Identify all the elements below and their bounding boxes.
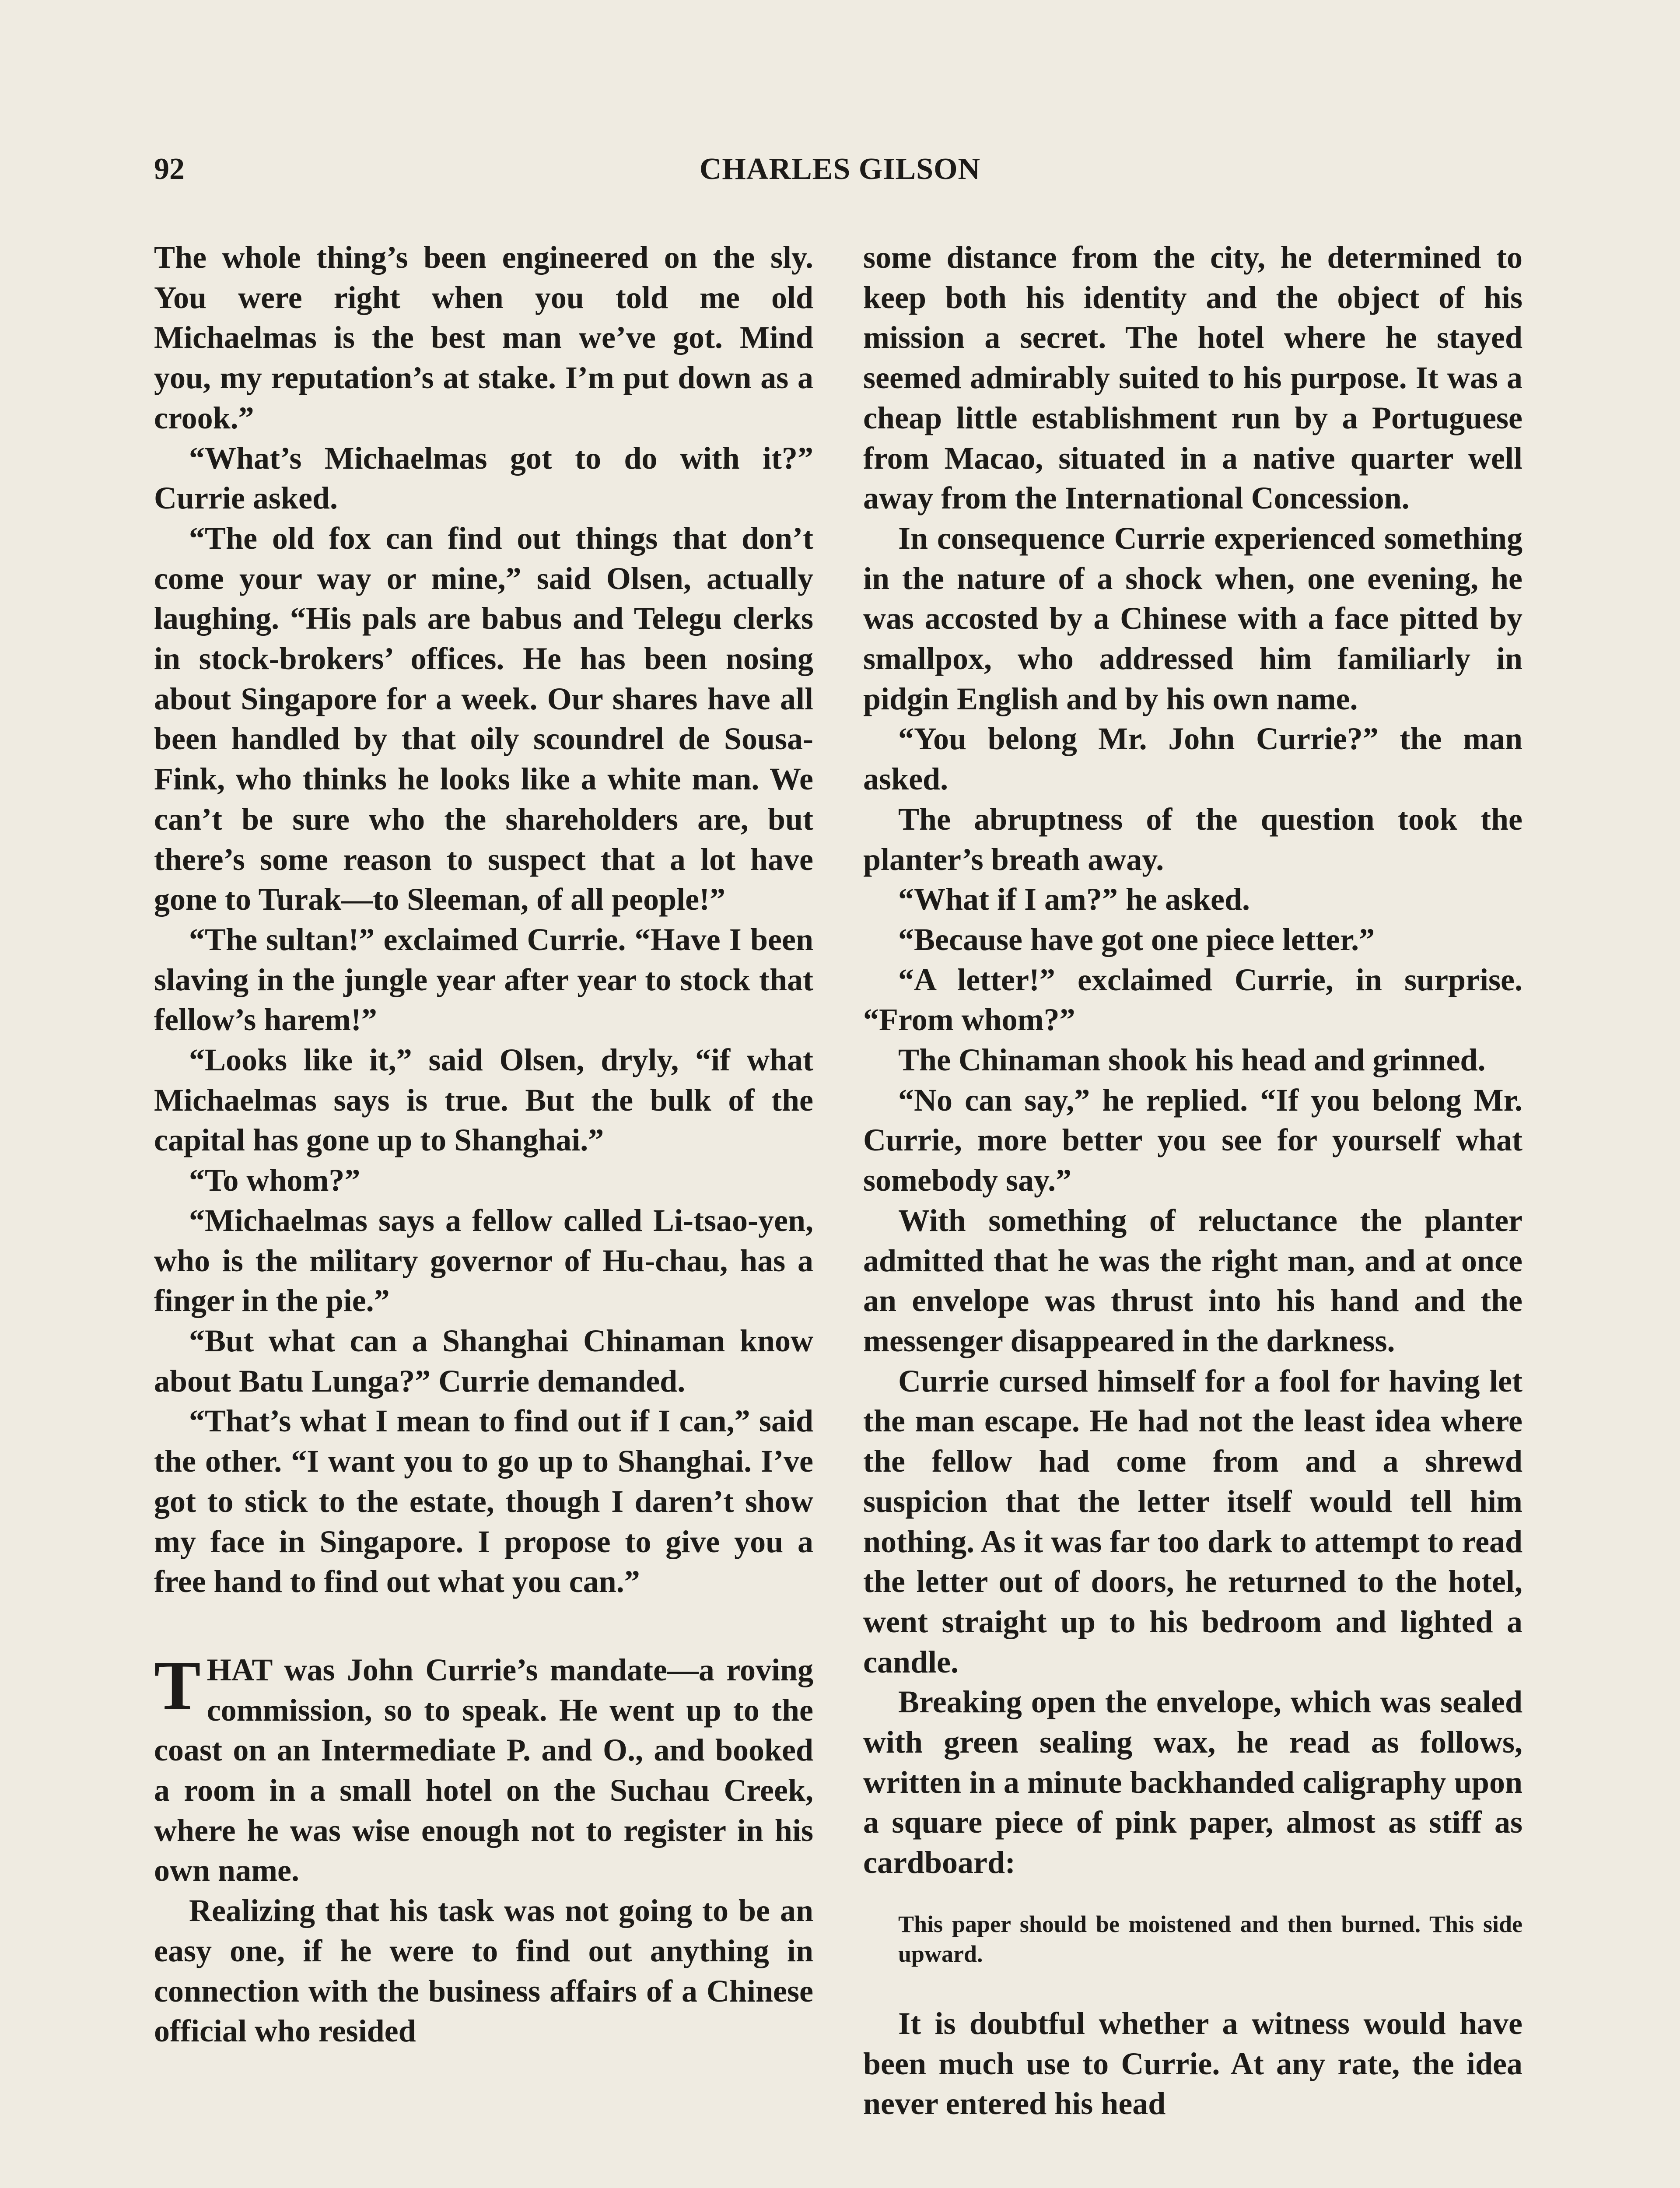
paragraph: “That’s what I mean to find out if I can,” said the other. “I want you to go up to Shanghai. I’ve got to stick to the estate, though I daren’t show my face in Singapore. I propose to give you a free hand to find out what you can.” <box>154 1403 813 1599</box>
paragraph: With something of reluctance the planter admitted that he was the right man, and at once an envelope was thrust into his hand and the messenger disappeared in the darkness. <box>863 1203 1522 1358</box>
drop-cap: T <box>154 1646 201 1724</box>
page-number: 92 <box>154 152 185 186</box>
opening-caps: HAT <box>206 1652 273 1687</box>
paragraph: “Looks like it,” said Olsen, dryly, “if what Michaelmas says is true. But the bulk of the capital has gone up to Shanghai.” <box>154 1042 813 1158</box>
letter-note: This paper should be moistened and then burned. This side upward. <box>898 1911 1522 1967</box>
paragraph: “No can say,” he replied. “If you belong Mr. Currie, more better you see for yourself what somebody say.” <box>863 1082 1522 1198</box>
section-opening-paragraph <box>154 1646 813 1891</box>
paragraph: some distance from the city, he determined to keep both his identity and the object of his mission a secret. The hotel where he stayed seemed admirably suited to his purpose. It was a cheap little establishment run by a Portuguese from Macao, situated in a native quarter well away from the International Concession. <box>863 240 1522 516</box>
paragraph: The Chinaman shook his head and grinned. <box>898 1042 1486 1078</box>
paragraph: In consequence Currie experienced something in the nature of a shock when, one evening, he was accosted by a Chinese with a face pitted by smallpox, who addressed him familiarly in pidgin English and by his own name. <box>863 520 1522 716</box>
paragraph: “To whom?” <box>189 1163 360 1198</box>
paragraph: “Michaelmas says a fellow called Li-tsao-yen, who is the military governor of Hu-chau, has a finger in the pie.” <box>154 1203 813 1318</box>
paragraph: The abruptness of the question took the planter’s breath away. <box>863 801 1522 877</box>
paragraph: “The old fox can find out things that don’t come your way or mine,” said Olsen, actually laughing. “His pals are babus and Telegu clerks in stock-brokers’ offices. He has been nosing about Singapore for a week. Our shares have all been handled by that oily scoundrel de Sousa-Fink, who thinks he looks like a white man. We can’t be sure who the shareholders are, but there’s some reason to suspect that a lot have gone to Turak—to Sleeman, of all people!” <box>154 520 813 917</box>
paragraph: “But what can a Shanghai Chinaman know about Batu Lunga?” Currie demanded. <box>154 1323 813 1399</box>
running-head: CHARLES GILSON <box>699 152 981 186</box>
paragraph: “Because have got one piece letter.” <box>898 922 1375 957</box>
paragraph: “What’s Michaelmas got to do with it?” Currie asked. <box>154 440 813 516</box>
opening-text: was John Currie’s mandate—a roving commission, so to speak. He went up to the coast on an Intermediate P. and O., and booked a room in a small hotel on the Suchau Creek, where he was wise enough not to register in his own name. <box>154 1652 813 1888</box>
paragraph: “What if I am?” he asked. <box>898 882 1250 917</box>
paragraph: Realizing that his task was not going to be an easy one, if he were to find out anything in connection with the business affairs of a Chinese official who resided <box>154 1893 813 2049</box>
right-column <box>863 238 1522 2124</box>
paragraph: The whole thing’s been engineered on the sly. You were right when you told me old Michaelmas is the best man we’ve got. Mind you, my reputation’s at stake. I’m put down as a crook.” <box>154 240 813 435</box>
paragraph: “You belong Mr. John Currie?” the man asked. <box>863 721 1522 797</box>
left-column <box>154 238 813 2051</box>
paragraph: It is doubtful whether a witness would have been much use to Currie. At any rate, the idea never entered his head <box>863 2006 1522 2121</box>
paragraph: “The sultan!” exclaimed Currie. “Have I been slaving in the jungle year after year to stock that fellow’s harem!” <box>154 922 813 1038</box>
paragraph: “A letter!” exclaimed Currie, in surprise. “From whom?” <box>863 962 1522 1038</box>
paragraph: Currie cursed himself for a fool for having let the man escape. He had not the least idea where the fellow had come from and a shrewd suspicion that the letter itself would tell him nothing. As it was far too dark to attempt to read the letter out of doors, he returned to the hotel, went straight up to his bedroom and lighted a candle. <box>863 1363 1522 1680</box>
paragraph: Breaking open the envelope, which was sealed with green sealing wax, he read as follows, written in a minute backhanded caligraphy upon a square piece of pink paper, almost as stiff as cardboard: <box>863 1684 1522 1880</box>
